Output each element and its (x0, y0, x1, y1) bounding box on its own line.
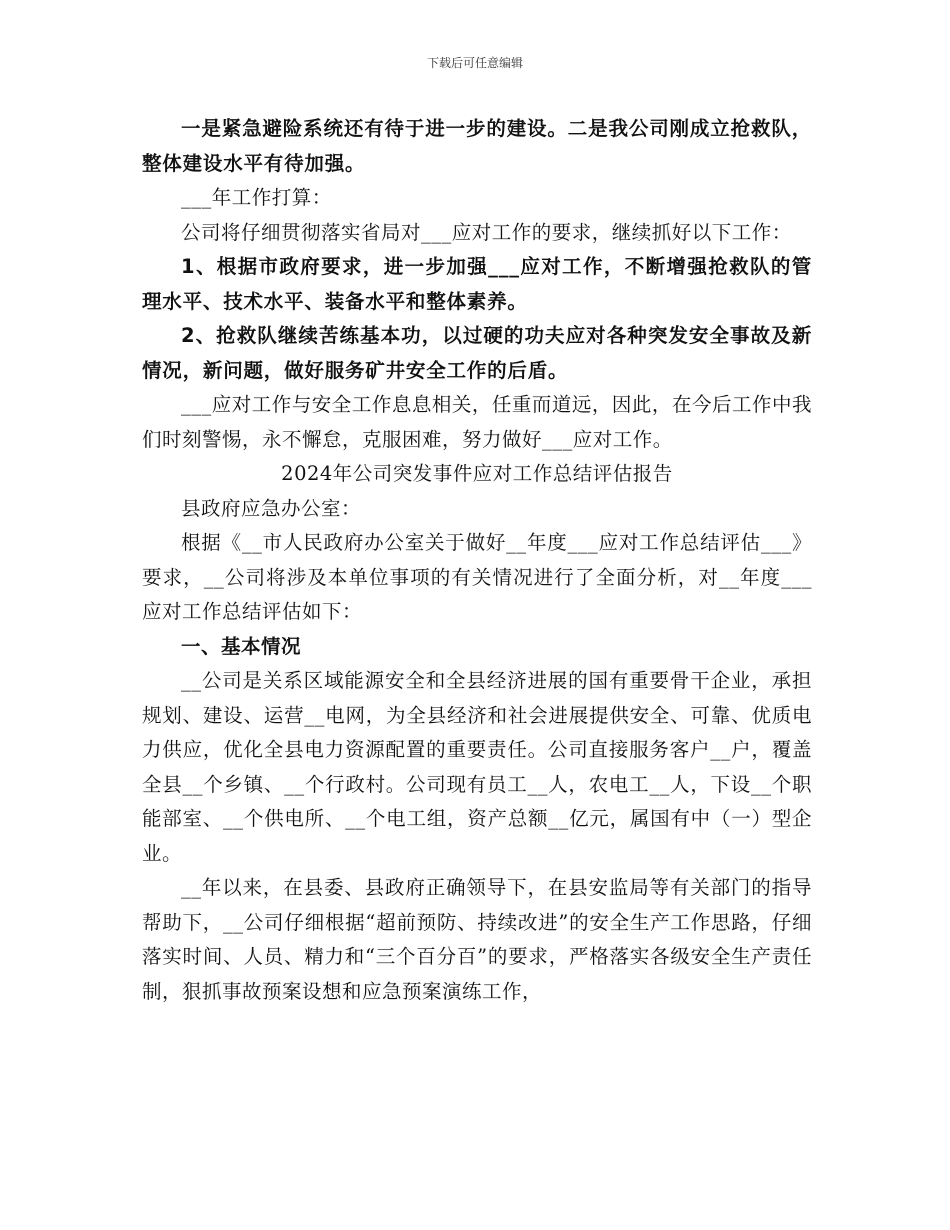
paragraph-plan-item-2: 2、抢救队继续苦练基本功，以过硬的功夫应对各种突发安全事故及新情况，新问题，做好服务矿井安全工作的后盾。 (142, 324, 812, 382)
paragraph-shortcomings: 一是紧急避险系统还有待于进一步的建设。二是我公司刚成立抢救队，整体建设水平有待加强。 (142, 117, 812, 175)
paragraph-plan-intro: 公司将仔细贯彻落实省局对___应对工作的要求，继续抓好以下工作： (181, 220, 792, 244)
report-recipient: 县政府应急办公室： (181, 496, 362, 520)
report-title: 2024年公司突发事件应对工作总结评估报告 (281, 462, 673, 485)
paragraph-plan-heading: ___年工作打算： (181, 186, 332, 209)
page-header: 下载后可任意编辑 (426, 56, 523, 70)
paragraph-plan-item-1: 1、根据市政府要求，进一步加强___应对工作，不断增强抢救队的管理水平、技术水平、装备水平和整体素养。 (142, 255, 812, 313)
section-basic-info-paragraph-2: __年以来，在县委、县政府正确领导下，在县安监局等有关部门的指导帮助下，__公司仔细根据“超前预防、持续改进”的安全生产工作思路，仔细落实时间、人员、精力和“三个百分百”的要求，严格落实各级安全生产责任制，狠抓事故预案设想和应急预案演练工作， (142, 876, 812, 1003)
section-heading-basic-info: 一、基本情况 (181, 634, 302, 658)
section-basic-info-paragraph-1: __公司是关系区域能源安全和全县经济进展的国有重要骨干企业，承担规划、建设、运营__电网，为全县经济和社会进展提供安全、可靠、优质电力供应，优化全县电力资源配置的重要责任。公司直接服务客户__户，覆盖全县__个乡镇、__个行政村。公司现有员工__人，农电工__人，下设__个职能部室、__个供电所、__个电工组，资产总额__亿元，属国有中（一）型企业。 (142, 669, 812, 865)
report-intro: 根据《__市人民政府办公室关于做好__年度___应对工作总结评估___》要求，__公司将涉及本单位事项的有关情况进行了全面分析，对__年度___应对工作总结评估如下： (142, 531, 812, 623)
paragraph-closing: ___应对工作与安全工作息息相关，任重而道远，因此，在今后工作中我们时刻警惕，永不懈怠，克服困难，努力做好___应对工作。 (142, 393, 812, 451)
document-body (142, 112, 812, 1009)
